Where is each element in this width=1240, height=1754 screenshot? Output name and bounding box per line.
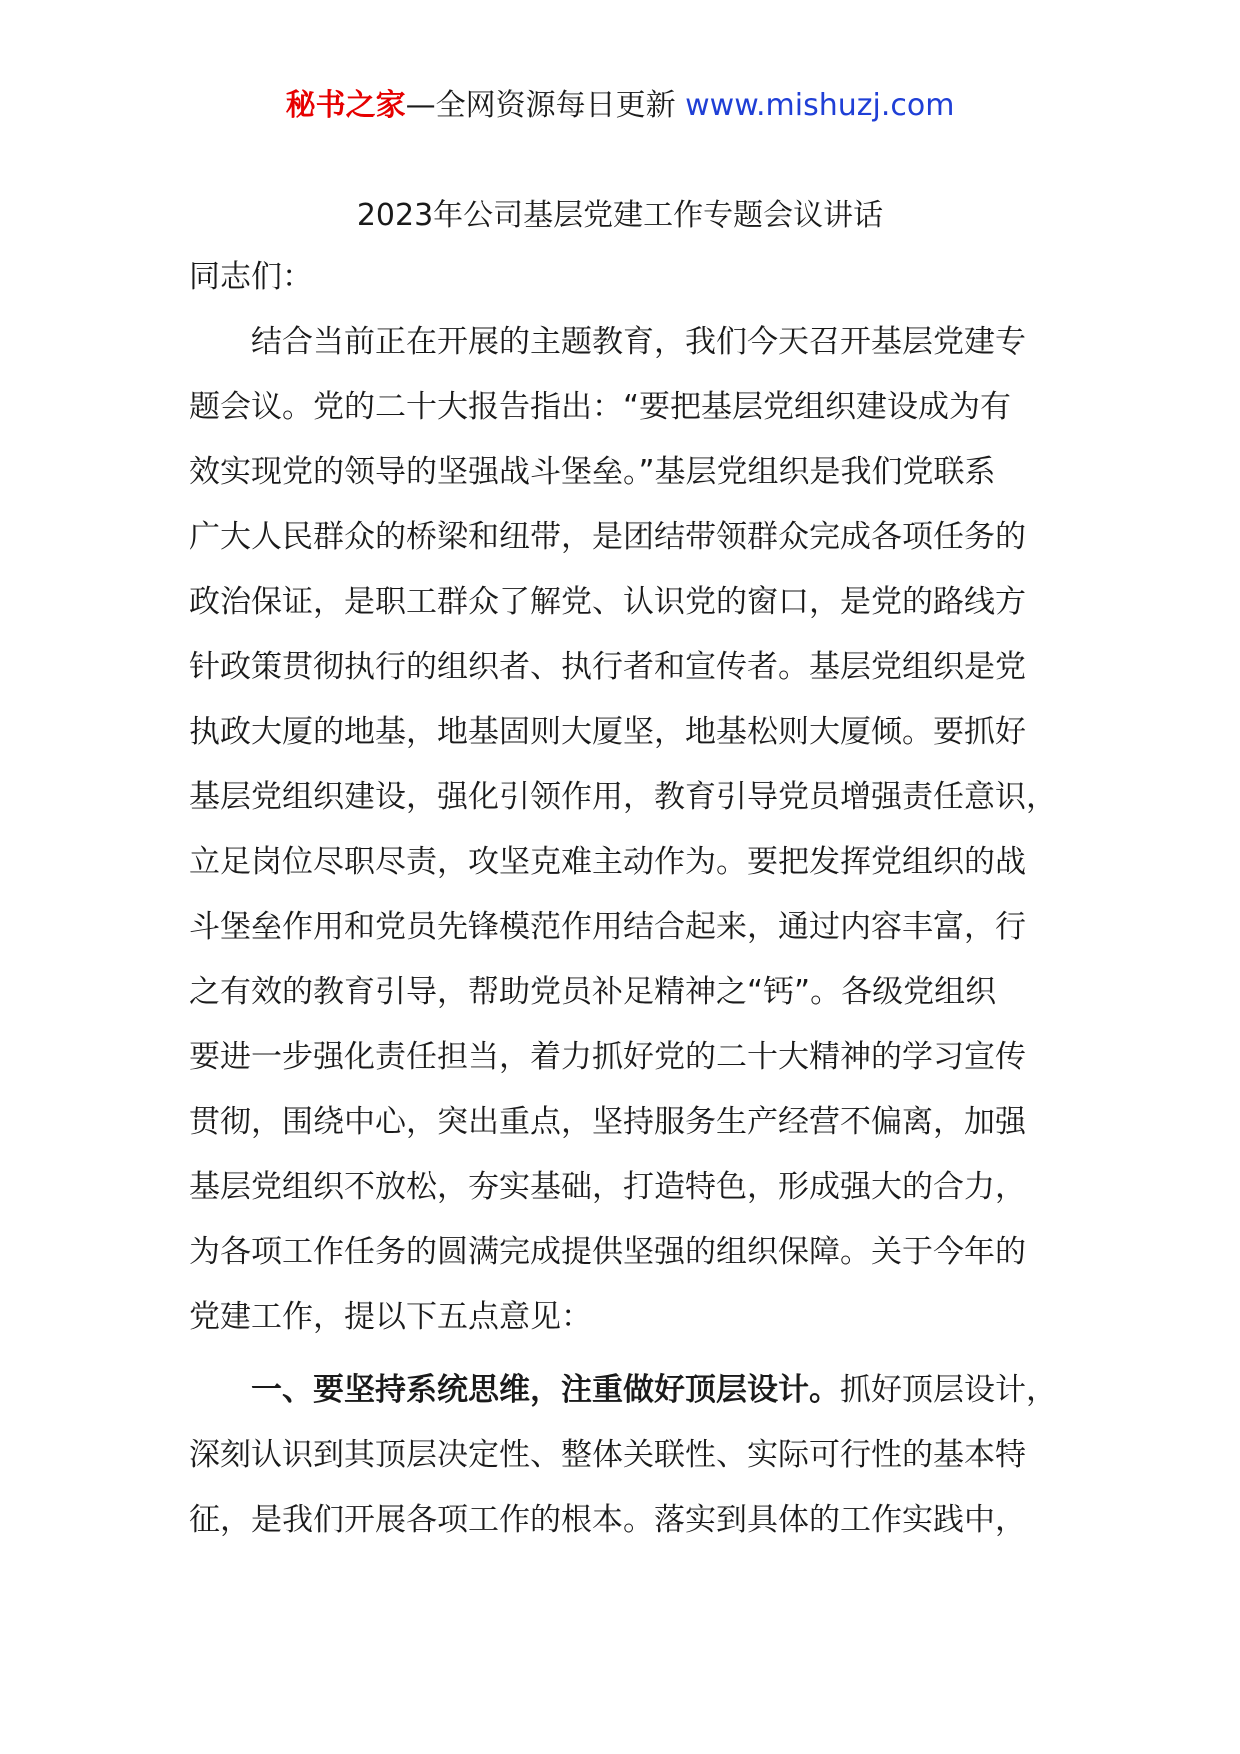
paragraph-line: 结合当前正在开展的主题教育，我们今天召开基层党建专 xyxy=(251,324,1026,360)
paragraph-line: 基层党组织建设，强化引领作用，教育引导党员增强责任意识， xyxy=(189,779,1057,815)
paragraph-line: 题会议。党的二十大报告指出：“要把基层党组织建设成为有 xyxy=(189,389,1012,425)
paragraph-line: 基层党组织不放松，夯实基础，打造特色，形成强大的合力， xyxy=(189,1169,1026,1205)
site-tagline: —全网资源每日更新 xyxy=(405,88,676,123)
paragraph-line: 立足岗位尽职尽责，攻坚克难主动作为。要把发挥党组织的战 xyxy=(189,844,1026,880)
paragraph-line xyxy=(189,1358,1069,1423)
salutation: 同志们： xyxy=(189,259,313,295)
paragraph-line: 为各项工作任务的圆满完成提供坚强的组织保障。关于今年的 xyxy=(189,1234,1026,1270)
site-header xyxy=(0,86,1240,126)
paragraph-line: 斗堡垒作用和党员先锋模范作用结合起来，通过内容丰富，行 xyxy=(189,909,1026,945)
paragraph-line: 贯彻，围绕中心，突出重点，坚持服务生产经营不偏离，加强 xyxy=(189,1104,1026,1140)
paragraph-line: 要进一步强化责任担当，着力抓好党的二十大精神的学习宣传 xyxy=(189,1039,1026,1075)
paragraph-line: 政治保证，是职工群众了解党、认识党的窗口，是党的路线方 xyxy=(189,584,1026,620)
paragraph-2 xyxy=(189,1358,1069,1553)
paragraph-line: 执政大厦的地基，地基固则大厦坚，地基松则大厦倾。要抓好 xyxy=(189,714,1026,750)
paragraph-line: 广大人民群众的桥梁和纽带，是团结带领群众完成各项任务的 xyxy=(189,519,1026,555)
paragraph-line: 之有效的教育引导，帮助党员补足精神之“钙”。各级党组织 xyxy=(189,974,997,1010)
section-heading: 一、要坚持系统思维，注重做好顶层设计。 xyxy=(251,1372,840,1408)
paragraph-line: 深刻认识到其顶层决定性、整体关联性、实际可行性的基本特 xyxy=(189,1437,1026,1473)
section-heading-continuation: 抓好顶层设计， xyxy=(840,1372,1057,1408)
document-title: 2023年公司基层党建工作专题会议讲话 xyxy=(356,198,884,233)
paragraph-line: 针政策贯彻执行的组织者、执行者和宣传者。基层党组织是党 xyxy=(189,649,1026,685)
site-url[interactable]: www.mishuzj.com xyxy=(685,88,955,123)
paragraph-line: 效实现党的领导的坚强战斗堡垒。”基层党组织是我们党联系 xyxy=(189,454,996,490)
paragraph-line: 党建工作，提以下五点意见： xyxy=(189,1299,592,1335)
document-body xyxy=(189,245,1069,1553)
paragraph-1 xyxy=(189,310,1069,1350)
paragraph-line: 征，是我们开展各项工作的根本。落实到具体的工作实践中， xyxy=(189,1502,1026,1538)
site-brand: 秘书之家 xyxy=(285,88,406,123)
